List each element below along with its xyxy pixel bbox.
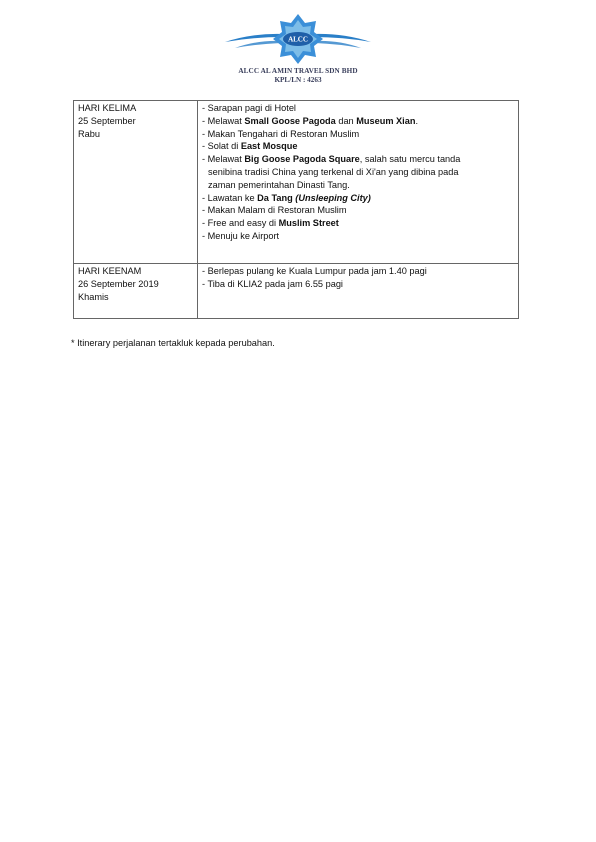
list-item: - Berlepas pulang ke Kuala Lumpur pada jam 1.40 pagi — [202, 266, 427, 276]
list-item-continuation: zaman pemerintahan Dinasti Tang. — [208, 179, 350, 190]
list-item: - Sarapan pagi di Hotel — [202, 103, 296, 113]
list-item: - Makan Tengahari di Restoran Muslim — [202, 128, 360, 139]
day-weekday: Khamis — [78, 291, 109, 302]
day-date: 26 September 2019 — [78, 278, 159, 289]
table-row — [74, 101, 519, 264]
logo-lettering: ALCC — [288, 35, 308, 44]
activities-cell — [198, 101, 519, 264]
letterhead — [0, 12, 596, 85]
list-item: - Solat di East Mosque — [202, 141, 298, 152]
day-label: HARI KELIMA — [78, 103, 137, 113]
day-cell — [74, 264, 198, 319]
table-row — [74, 264, 519, 319]
day-cell — [74, 101, 198, 264]
list-item: - Tiba di KLIA2 pada jam 6.55 pagi — [202, 278, 343, 289]
activities-cell — [198, 264, 519, 319]
day-weekday: Rabu — [78, 128, 100, 139]
note-text: Itinerary perjalanan tertakluk kepada perubahan. — [74, 338, 275, 348]
list-item: - Lawatan ke Da Tang (Unsleeping City) — [202, 192, 371, 203]
itinerary-table — [73, 100, 519, 319]
list-item: - Free and easy di Muslim Street — [202, 218, 339, 229]
list-item: - Melawat Big Goose Pagoda Square, salah satu mercu tanda — [202, 154, 461, 165]
note-marker: * — [71, 338, 75, 348]
list-item-continuation: senibina tradisi China yang terkenal di Xi'an yang dibina pada — [208, 166, 459, 177]
list-item: - Menuju ke Airport — [202, 230, 280, 241]
list-item: - Makan Malam di Restoran Muslim — [202, 205, 347, 216]
license-number: KPL/LN : 4263 — [274, 76, 322, 84]
itinerary-note — [71, 337, 275, 349]
company-logo-icon — [223, 12, 373, 66]
list-item: - Melawat Small Goose Pagoda dan Museum Xian. — [202, 115, 419, 126]
day-label: HARI KEENAM — [78, 266, 142, 276]
company-name: ALCC AL AMIN TRAVEL SDN BHD — [238, 67, 358, 75]
day-date: 25 September — [78, 115, 136, 126]
